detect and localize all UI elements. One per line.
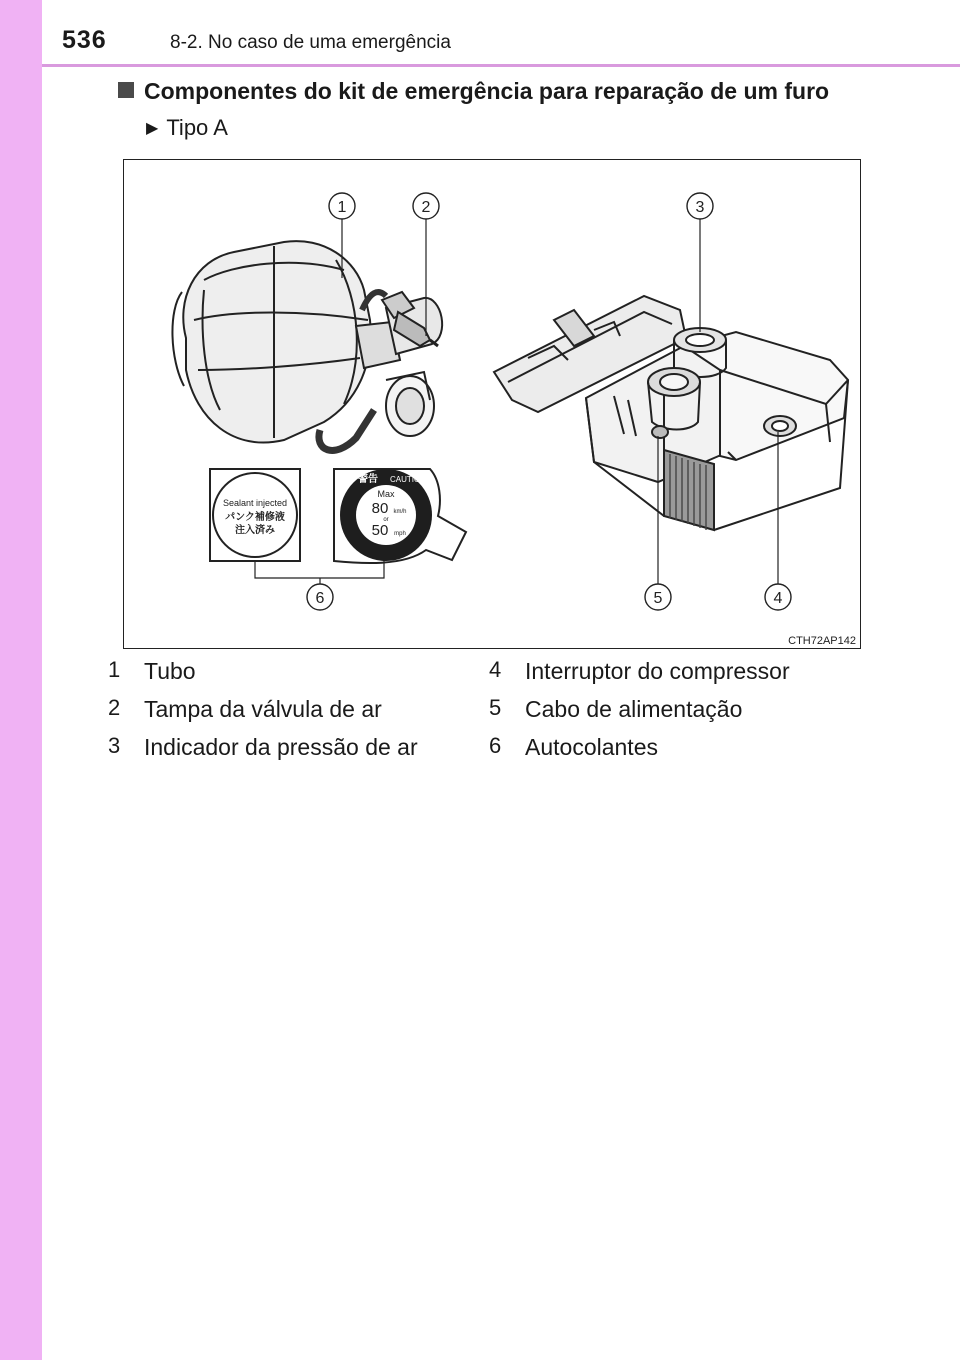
legend-item-compressor-switch <box>489 657 790 685</box>
callout-2-label: 2 <box>421 199 431 216</box>
legend-number: 5 <box>489 695 502 720</box>
callout-5 <box>645 584 671 610</box>
legend-label: Tampa da válvula de ar <box>144 696 382 722</box>
callout-4-label: 4 <box>773 590 783 607</box>
callout-6 <box>307 584 333 610</box>
heading-text: Componentes do kit de emergência para reparação de um furo <box>144 78 830 104</box>
subheading <box>146 115 228 141</box>
legend-item-valve-cap <box>108 695 382 723</box>
callout-1-label: 1 <box>337 199 347 216</box>
sticker-right-unit-mph: mph <box>394 531 406 537</box>
subheading-text: Tipo A <box>166 115 228 140</box>
legend-item-tubo <box>108 657 196 685</box>
legend-label: Tubo <box>144 658 196 684</box>
side-color-band <box>0 0 42 1360</box>
page-number: 536 <box>62 26 107 54</box>
legend-item-power-cable <box>489 695 743 723</box>
callout-5-label: 5 <box>653 590 663 607</box>
square-bullet-icon <box>118 82 134 98</box>
kit-illustration <box>123 159 861 649</box>
sticker-left-line3: 注入済み <box>235 525 275 536</box>
callout-2 <box>413 193 439 219</box>
legend-number: 1 <box>108 657 121 682</box>
sticker-right-speed-kmh: 80 <box>371 500 389 517</box>
legend-label: Cabo de alimentação <box>525 696 743 722</box>
legend-label: Autocolantes <box>525 734 658 760</box>
sticker-right-max: Max <box>377 489 395 499</box>
header-divider <box>42 64 960 67</box>
sticker-left-line1: Sealant injected <box>222 498 288 508</box>
callout-6-label: 6 <box>315 590 325 607</box>
sticker-right <box>334 469 466 563</box>
section-title: 8-2. No caso de uma emergência <box>170 32 451 53</box>
sticker-right-speed-mph: 50 <box>371 522 389 539</box>
sticker-right-unit-kmh: km/h <box>393 509 407 515</box>
sticker-left <box>210 469 300 561</box>
callout-1 <box>329 193 355 219</box>
sticker-right-warning: 警告 <box>358 474 378 485</box>
legend-label: Indicador da pressão de ar <box>144 734 418 760</box>
compressor-drawing <box>494 296 848 530</box>
legend-item-pressure-gauge <box>108 733 418 761</box>
sealant-bottle-drawing <box>172 241 442 450</box>
legend-number: 4 <box>489 657 502 682</box>
figure-code: CTH72AP142 <box>788 635 856 647</box>
legend-label: Interruptor do compressor <box>525 658 790 684</box>
callout-4 <box>765 584 791 610</box>
legend-number: 2 <box>108 695 121 720</box>
triangle-bullet-icon: ▶ <box>146 120 159 137</box>
sticker-left-line2: パンク補修液 <box>225 512 285 523</box>
legend-number: 3 <box>108 733 121 758</box>
section-heading <box>118 78 829 105</box>
callout-3 <box>687 193 713 219</box>
sticker-right-caution: CAUTION <box>390 475 426 484</box>
sticker-right-or: or <box>383 517 389 523</box>
callout-3-label: 3 <box>695 199 705 216</box>
legend-item-stickers <box>489 733 658 761</box>
legend-number: 6 <box>489 733 502 758</box>
